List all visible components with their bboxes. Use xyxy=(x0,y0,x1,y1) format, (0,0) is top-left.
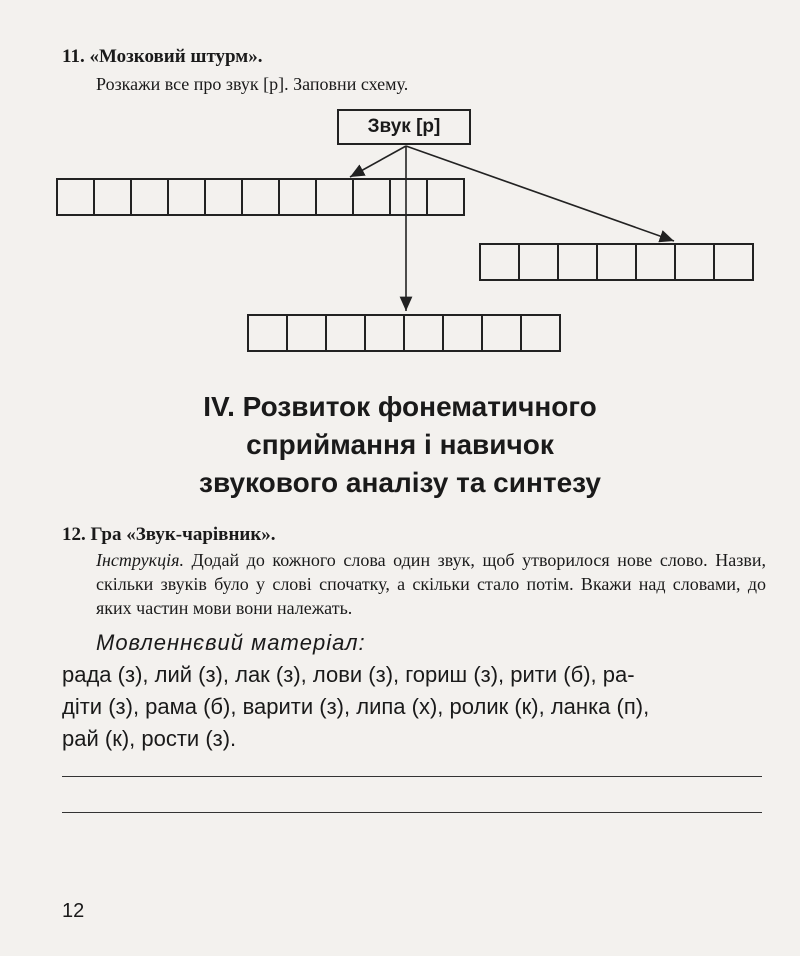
section-heading xyxy=(90,388,710,502)
answer-line-2[interactable] xyxy=(62,812,762,813)
scheme-cell[interactable] xyxy=(635,243,676,281)
scheme-cell[interactable] xyxy=(241,178,280,216)
sound-r-box: Звук [р] xyxy=(337,109,471,145)
scheme-cell[interactable] xyxy=(56,178,95,216)
section-heading-line-1: IV. Розвиток фонематичного xyxy=(203,391,597,422)
arrow-to-row1 xyxy=(350,146,406,177)
scheme-cell[interactable] xyxy=(204,178,243,216)
scheme-cell[interactable] xyxy=(364,314,405,352)
scheme-cell[interactable] xyxy=(557,243,598,281)
speech-material-line-2: діти (з), рама (б), варити (з), липа (х), ролик (к), ланка (п), xyxy=(62,694,650,719)
scheme-cell[interactable] xyxy=(518,243,559,281)
scheme-cell[interactable] xyxy=(596,243,637,281)
scheme-cell[interactable] xyxy=(315,178,354,216)
scheme-cell[interactable] xyxy=(130,178,169,216)
scheme-cell[interactable] xyxy=(442,314,483,352)
scheme-cell[interactable] xyxy=(479,243,520,281)
section-heading-line-3: звукового аналізу та синтезу xyxy=(199,467,601,498)
scheme-cell[interactable] xyxy=(167,178,206,216)
scheme-row-2 xyxy=(479,243,752,281)
exercise-12-instruction xyxy=(96,548,766,620)
scheme-cell[interactable] xyxy=(389,178,428,216)
scheme-cell[interactable] xyxy=(426,178,465,216)
scheme-cell[interactable] xyxy=(247,314,288,352)
exercise-11-text: Розкажи все про звук [р]. Заповни схему. xyxy=(96,74,409,94)
scheme-cell[interactable] xyxy=(674,243,715,281)
scheme-row-1 xyxy=(56,178,463,216)
section-heading-line-2: сприймання і навичок xyxy=(246,429,554,460)
exercise-11-title: 11. «Мозковий штурм». xyxy=(62,46,263,67)
scheme-cell[interactable] xyxy=(93,178,132,216)
scheme-cell[interactable] xyxy=(713,243,754,281)
scheme-cell[interactable] xyxy=(520,314,561,352)
scheme-cell[interactable] xyxy=(481,314,522,352)
scheme-cell[interactable] xyxy=(352,178,391,216)
instruction-text: Додай до кожного слова один звук, щоб утворилося нове слово. Назви, скільки звуків було у слові спочатку, а скільки стало потім. Вкажи над словами, до яких частин мови вони належать. xyxy=(96,550,766,618)
answer-line-1[interactable] xyxy=(62,776,762,777)
speech-material-line-3: рай (к), рости (з). xyxy=(62,726,237,751)
exercise-12-title: 12. Гра «Звук-чарівник». xyxy=(62,524,276,545)
instruction-label: Інструкція. xyxy=(96,550,184,570)
scheme-cell[interactable] xyxy=(325,314,366,352)
speech-material-label: Мовленнєвий матеріал: xyxy=(96,630,366,655)
scheme-cell[interactable] xyxy=(403,314,444,352)
scheme-cell[interactable] xyxy=(286,314,327,352)
speech-material-line-1: рада (з), лий (з), лак (з), лови (з), гориш (з), рити (б), ра- xyxy=(62,662,635,687)
scheme-row-3 xyxy=(247,314,559,352)
page-number: 12 xyxy=(62,900,85,922)
scheme-cell[interactable] xyxy=(278,178,317,216)
